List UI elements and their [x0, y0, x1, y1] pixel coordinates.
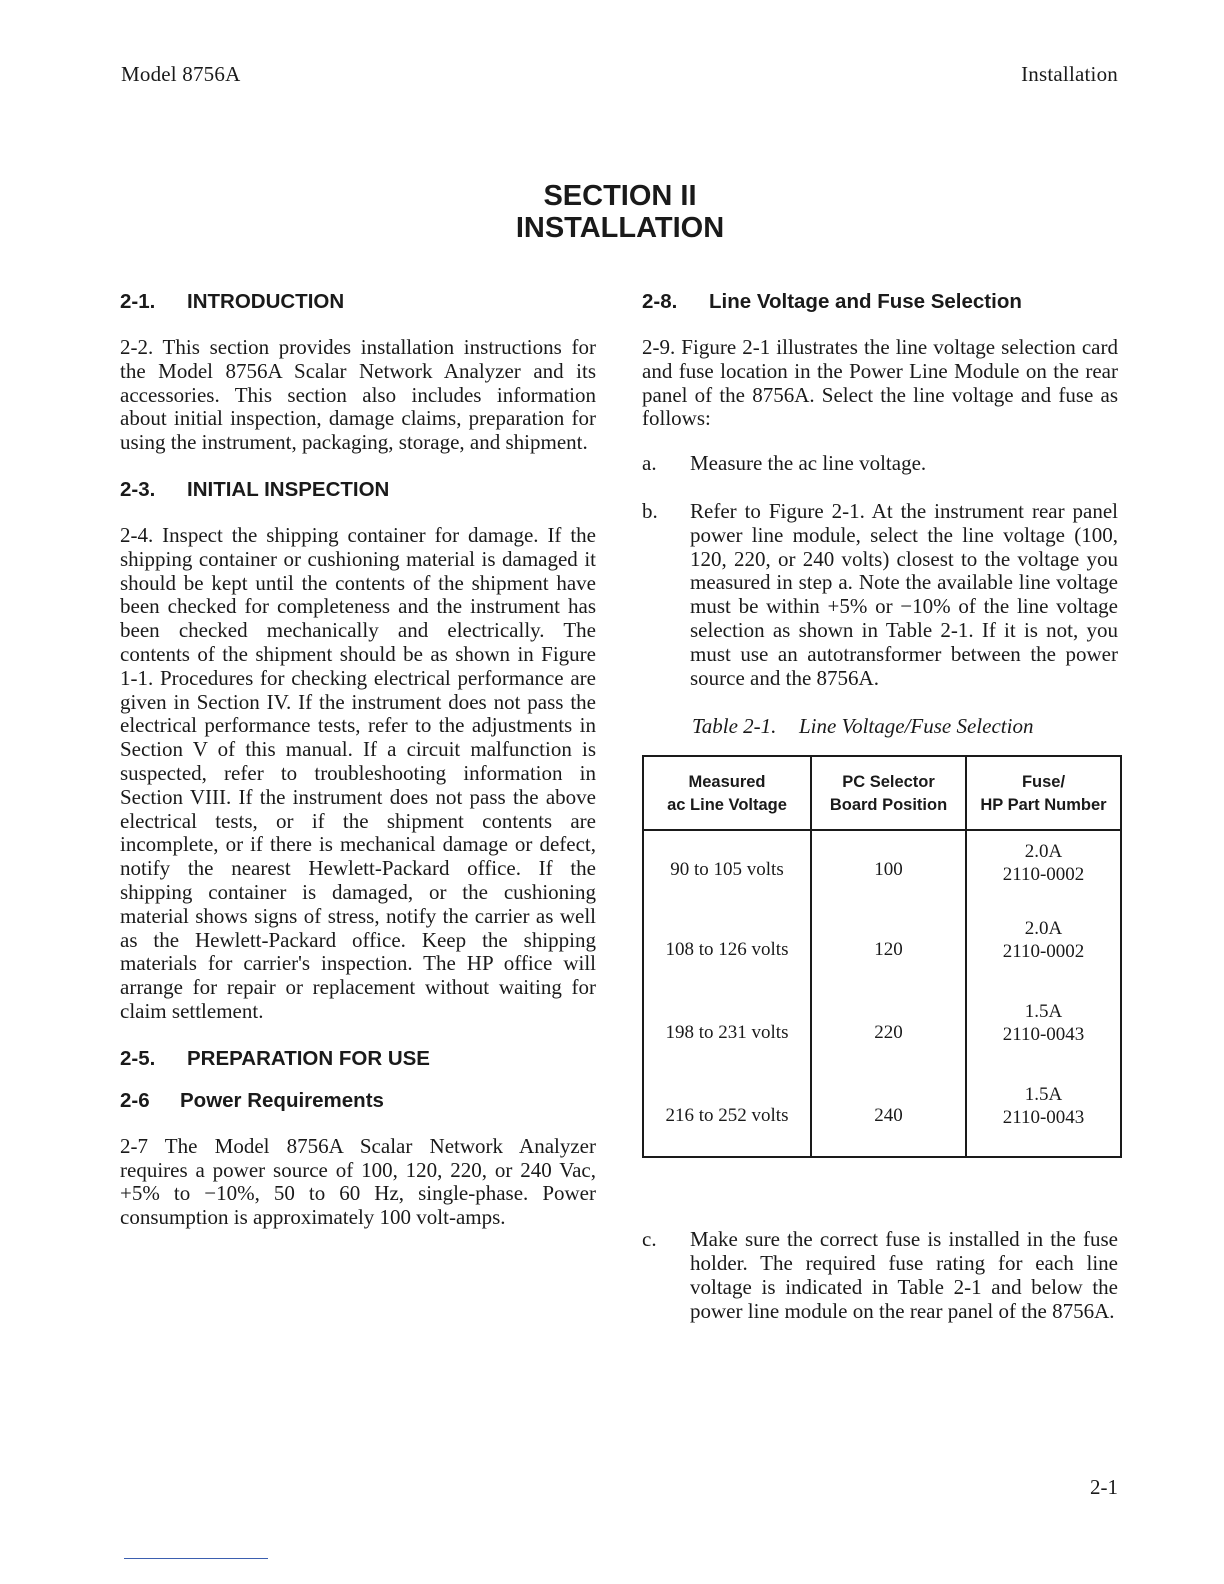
heading-preparation-for-use [120, 1045, 596, 1073]
header-fuse-part-number [966, 756, 1121, 830]
header-measured-voltage [643, 756, 811, 830]
right-column [642, 288, 1118, 1348]
step-marker: a. [642, 451, 657, 476]
cell-fuse [966, 908, 1121, 991]
cell-position: 120 [811, 908, 966, 991]
heading-line-voltage-fuse-selection [642, 288, 1118, 316]
header-selector-position [811, 756, 966, 830]
paragraph-2-2: 2-2. This section provides installation instructions for the Model 8756A Scalar Network Analyzer and its accessories. This section also includes information about initial inspection, damage claims, preparation for using the instrument, packaging, storage, and shipment. [120, 335, 596, 455]
table-title: Line Voltage/Fuse Selection [799, 714, 1034, 739]
part-number: 2110-0002 [1002, 941, 1085, 963]
step-text: Make sure the correct fuse is installed in the fuse holder. The required fuse rating for each line voltage is indicated in Table 2-1 and below the power line module on the rear panel of the 8756A. [690, 1227, 1118, 1323]
section-name: INSTALLATION [515, 212, 725, 244]
fuse-rating: 2.0A [1024, 841, 1063, 863]
table-number: Table 2-1. [692, 714, 777, 739]
fuse-rating: 1.5A [1024, 1084, 1063, 1106]
heading-text: INTRODUCTION [187, 290, 345, 313]
header-line: HP Part Number [980, 796, 1107, 815]
table-caption [692, 714, 1118, 738]
heading-number: 2-6 [120, 1088, 150, 1112]
heading-text: Line Voltage and Fuse Selection [709, 290, 1022, 313]
running-head-section: Installation [1021, 62, 1118, 86]
cell-voltage: 198 to 231 volts [643, 991, 811, 1074]
heading-number: 2-5. [120, 1046, 156, 1070]
header-line: ac Line Voltage [667, 796, 787, 815]
section-number: SECTION II [543, 180, 697, 212]
header-line: Board Position [829, 796, 948, 815]
header-line: Fuse/ [1021, 773, 1066, 792]
paragraph-2-9: 2-9. Figure 2-1 illustrates the line voltage selection card and fuse location in the Power Line Module on the rear panel of the 8756A. Select the line voltage and fuse as follows: [642, 335, 1118, 431]
heading-number: 2-3. [120, 477, 156, 501]
step-marker: c. [642, 1227, 657, 1252]
step-text: Refer to Figure 2-1. At the instrument rear panel power line module, select the line voltage (100, 120, 220, or 240 volts) closest to the voltage you measured in step a. Note the available line voltage must be within +5% or −10% of the line voltage selection as shown in Table 2-1. If it is not, you must use an autotransformer between the power source and the 8756A. [690, 498, 1118, 690]
step-marker: b. [642, 498, 658, 523]
running-head-model: Model 8756A [121, 62, 241, 86]
table-row [643, 991, 1121, 1074]
header-line: Measured [688, 773, 766, 792]
cell-voltage: 108 to 126 volts [643, 908, 811, 991]
step-b [642, 500, 1118, 690]
step-c [642, 1228, 1118, 1323]
heading-text: INITIAL INSPECTION [187, 477, 390, 501]
heading-text: PREPARATION FOR USE [187, 1046, 430, 1070]
part-number: 2110-0043 [1002, 1107, 1085, 1129]
table-row [643, 1074, 1121, 1157]
left-column [120, 288, 596, 1251]
heading-number: 2-1. [120, 290, 156, 313]
step-text: Measure the ac line voltage. [690, 451, 927, 476]
paragraph-2-7: 2-7 The Model 8756A Scalar Network Analyzer requires a power source of 100, 120, 220, or 240 Vac, +5% to −10%, 50 to 60 Hz, single-phase. Power consumption is approximately 100 volt-amps. [120, 1133, 596, 1230]
cell-voltage: 90 to 105 volts [643, 830, 811, 908]
page-number: 2-1 [1090, 1475, 1118, 1499]
part-number: 2110-0043 [1002, 1024, 1085, 1046]
cell-position: 100 [811, 830, 966, 908]
table-header-row [643, 756, 1121, 830]
heading-introduction [120, 288, 596, 316]
fuse-rating: 1.5A [1024, 1001, 1063, 1023]
heading-power-requirements [120, 1087, 596, 1115]
table-row [643, 830, 1121, 908]
header-line: PC Selector [842, 773, 935, 792]
step-a [642, 452, 1118, 476]
heading-text: Power Requirements [180, 1088, 384, 1112]
paragraph-2-4: 2-4. Inspect the shipping container for damage. If the shipping container or cushioning material is damaged it should be kept until the contents of the shipment have been checked for completeness and the instrument has been checked mechanically and electrically. The contents of the shipment should be as shown in Figure 1-1. Procedures for checking electrical performance are given in Section IV. If the instrument does not pass the electrical performance tests, refer to the adjustments in Section V of this manual. If a circuit malfunction is suspected, refer to troubleshooting information in Section VIII. If the instrument does not pass the above electrical tests, or if the shipment contents are incomplete, or if there is mechanical damage or defect, notify the nearest Hewlett-Packard office. If the shipping container is damaged, or the cushioning material shows signs of stress, notify the carrier as well as the Hewlett-Packard office. Keep the shipping materials for carrier's inspection. The HP office will arrange for repair or replacement without waiting for claim settlement. [120, 522, 596, 1023]
footer-rule [124, 1558, 268, 1559]
cell-fuse [966, 1074, 1121, 1157]
cell-fuse [966, 830, 1121, 908]
page-title [0, 180, 1224, 244]
line-voltage-fuse-table [642, 755, 1122, 1158]
table-row [643, 908, 1121, 991]
cell-position: 240 [811, 1074, 966, 1157]
fuse-rating: 2.0A [1024, 918, 1063, 940]
cell-voltage: 216 to 252 volts [643, 1074, 811, 1157]
heading-initial-inspection [120, 476, 596, 504]
heading-number: 2-8. [642, 290, 678, 313]
part-number: 2110-0002 [1002, 864, 1085, 886]
cell-position: 220 [811, 991, 966, 1074]
cell-fuse [966, 991, 1121, 1074]
